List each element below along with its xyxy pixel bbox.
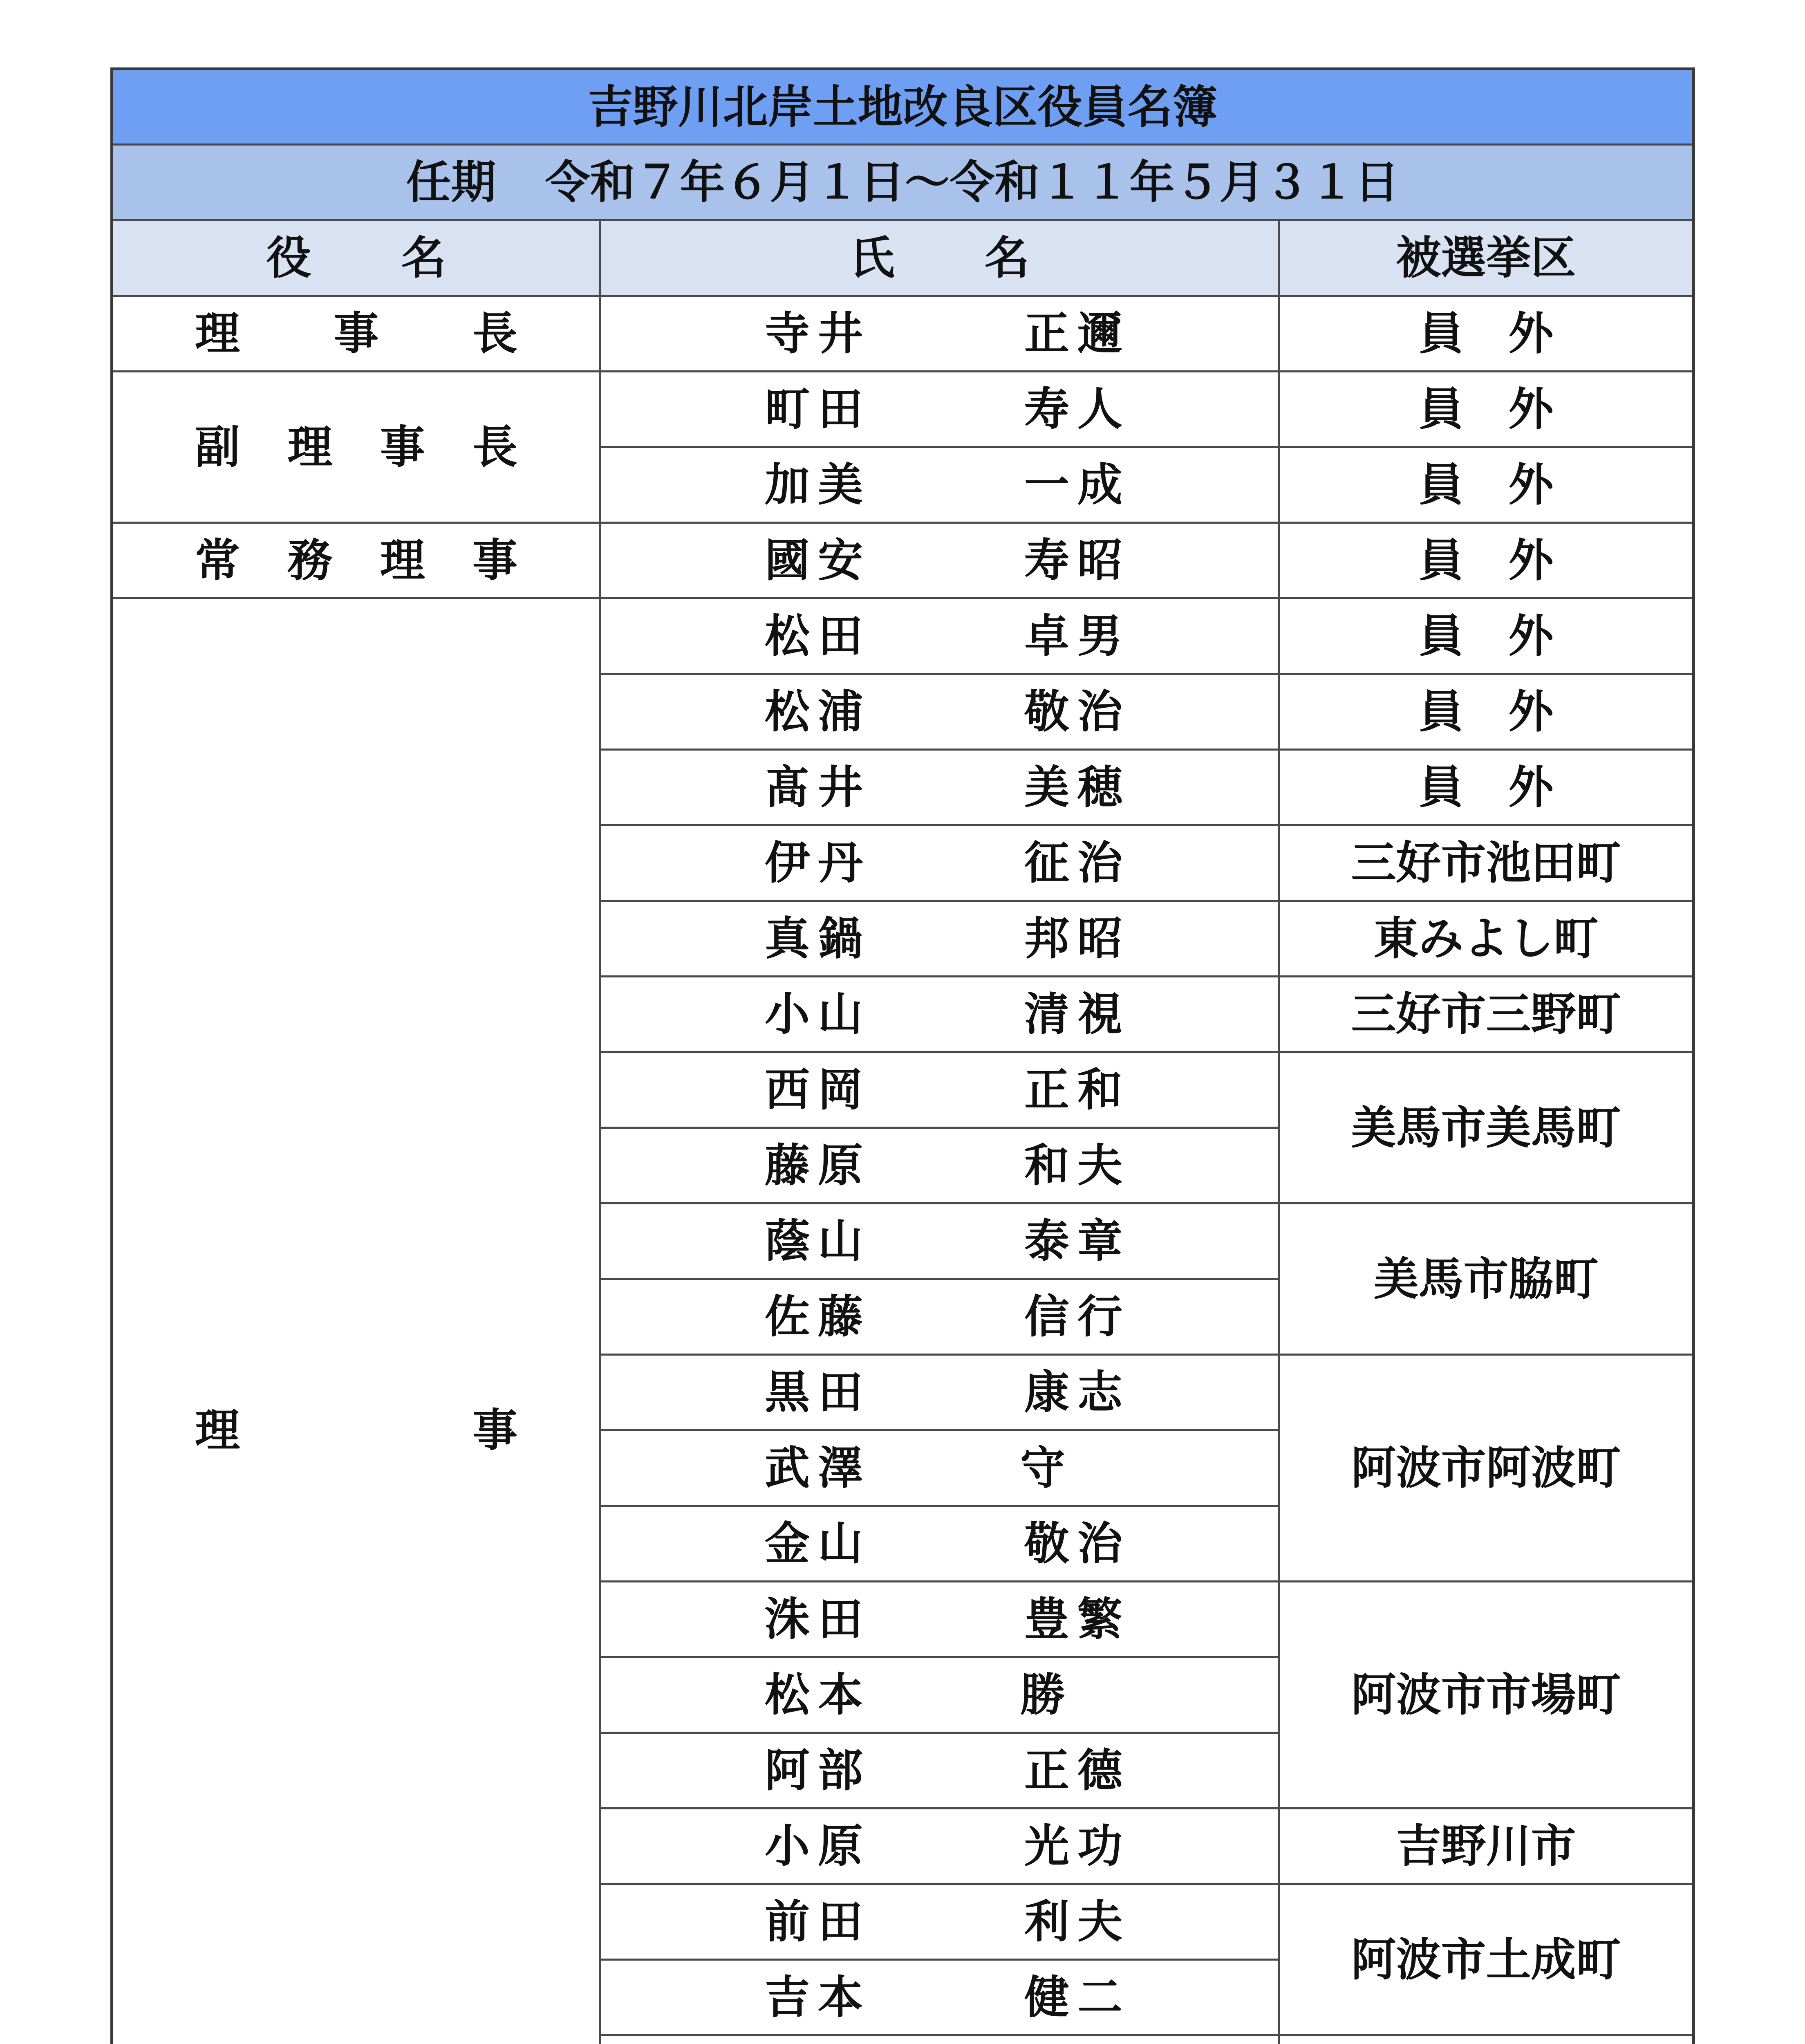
family-name: 小 山 (765, 988, 863, 1040)
table-row (112, 523, 1694, 598)
role-cell (112, 598, 600, 2044)
name-cell (600, 2035, 1279, 2044)
name-cell (600, 1279, 1279, 1355)
family-name: 寺 井 (765, 307, 863, 360)
district-cell: 吉野川市 (1279, 1809, 1694, 1884)
given-name: 正 和 (1024, 1064, 1122, 1116)
given-name: 守 (1020, 1442, 1065, 1494)
role-cell (112, 372, 600, 523)
district-cell: 員 外 (1279, 447, 1694, 523)
name-cell (600, 1657, 1279, 1733)
term-label: 任期 (406, 156, 496, 208)
name-cell (600, 825, 1279, 901)
family-name: 武 澤 (765, 1442, 863, 1494)
role-text: 理 事 長 (195, 307, 517, 360)
family-name: 國 安 (765, 534, 863, 587)
given-name: 寿 人 (1024, 383, 1122, 435)
term-row (112, 145, 1694, 220)
name-cell (600, 447, 1279, 523)
family-name: 松 浦 (765, 686, 863, 738)
given-name: 泰 章 (1024, 1215, 1122, 1267)
district-cell: 員 外 (1279, 296, 1694, 372)
header-role: 役 名 (112, 220, 600, 296)
name-cell (600, 296, 1279, 372)
table-row (112, 598, 1694, 674)
given-name: 豊 繁 (1024, 1593, 1122, 1645)
district-cell (1279, 2035, 1694, 2044)
family-name: 西 岡 (765, 1064, 863, 1116)
name-cell (600, 1582, 1279, 1657)
term-period: 令和７年６月１日～令和１１年５月３１日 (545, 156, 1400, 208)
name-cell (600, 1960, 1279, 2035)
given-name: 美 穂 (1024, 761, 1122, 814)
family-name: 佐 藤 (765, 1291, 863, 1343)
name-cell (600, 1204, 1279, 1279)
name-cell (600, 598, 1279, 674)
family-name: 町 田 (765, 383, 863, 435)
name-cell (600, 523, 1279, 598)
name-cell (600, 372, 1279, 447)
name-cell (600, 674, 1279, 750)
district-cell: 員 外 (1279, 598, 1694, 674)
role-text: 常 務 理 事 (195, 534, 517, 587)
family-name: 松 本 (765, 1669, 863, 1721)
family-name: 洙 田 (765, 1593, 863, 1645)
district-cell: 阿波市市場町 (1279, 1582, 1694, 1809)
term-cell (112, 145, 1694, 220)
given-name: 和 夫 (1024, 1139, 1122, 1192)
family-name: 蔭 山 (765, 1215, 863, 1267)
district-cell: 美馬市脇町 (1279, 1204, 1694, 1355)
name-cell (600, 1733, 1279, 1809)
district-cell: 員 外 (1279, 372, 1694, 447)
given-name: 利 夫 (1024, 1896, 1122, 1948)
family-name: 伊 丹 (765, 837, 863, 889)
table-row (112, 296, 1694, 372)
role-cell (112, 523, 600, 598)
given-name: 敬 治 (1024, 686, 1122, 738)
header-name: 氏 名 (600, 220, 1279, 296)
district-cell: 阿波市阿波町 (1279, 1355, 1694, 1582)
family-name: 松 田 (765, 610, 863, 662)
given-name: 邦 昭 (1024, 912, 1122, 965)
name-cell (600, 1355, 1279, 1430)
role-text: 理 事 (195, 1404, 517, 1457)
given-name: 信 行 (1024, 1291, 1122, 1343)
district-cell: 員 外 (1279, 523, 1694, 598)
given-name: 康 志 (1024, 1366, 1122, 1419)
given-name: 正 德 (1024, 1744, 1122, 1797)
header-row (112, 220, 1694, 296)
name-cell (600, 1052, 1279, 1128)
given-name: 敬 治 (1024, 1517, 1122, 1570)
district-cell: 員 外 (1279, 674, 1694, 750)
family-name: 加 美 (765, 459, 863, 511)
name-cell (600, 1506, 1279, 1582)
given-name: 征 治 (1024, 837, 1122, 889)
family-name: 前 田 (765, 1896, 863, 1948)
given-name: 光 功 (1024, 1820, 1122, 1872)
given-name: 清 視 (1024, 988, 1122, 1040)
role-cell (112, 296, 600, 372)
header-district: 被選挙区 (1279, 220, 1694, 296)
district-cell: 員 外 (1279, 750, 1694, 825)
name-cell (600, 1809, 1279, 1884)
document-title: 吉野川北岸土地改良区役員名簿 (112, 69, 1694, 145)
district-cell: 三好市池田町 (1279, 825, 1694, 901)
family-name: 黒 田 (765, 1366, 863, 1419)
given-name: 卓 男 (1024, 610, 1122, 662)
district-cell: 美馬市美馬町 (1279, 1052, 1694, 1204)
district-cell: 三好市三野町 (1279, 977, 1694, 1052)
family-name: 藤 原 (765, 1139, 863, 1192)
name-cell (600, 750, 1279, 825)
given-name: 寿 昭 (1024, 534, 1122, 587)
table-row (112, 372, 1694, 447)
given-name: 勝 (1020, 1669, 1065, 1721)
family-name: 真 鍋 (765, 912, 863, 965)
family-name: 髙 井 (765, 761, 863, 814)
name-cell (600, 1430, 1279, 1506)
district-cell: 東みよし町 (1279, 901, 1694, 977)
officer-roster-table (110, 67, 1695, 2044)
given-name: 一 成 (1024, 459, 1122, 511)
family-name: 小 原 (765, 1820, 863, 1872)
family-name: 吉 本 (765, 1971, 863, 2024)
given-name: 健 二 (1024, 1971, 1122, 2024)
title-row (112, 69, 1694, 145)
role-text: 副 理 事 長 (195, 421, 517, 473)
district-cell: 阿波市土成町 (1279, 1884, 1694, 2035)
given-name: 正 邇 (1024, 307, 1122, 360)
name-cell (600, 977, 1279, 1052)
family-name: 阿 部 (765, 1744, 863, 1797)
name-cell (600, 901, 1279, 977)
family-name: 金 山 (765, 1517, 863, 1570)
name-cell (600, 1128, 1279, 1204)
name-cell (600, 1884, 1279, 1960)
